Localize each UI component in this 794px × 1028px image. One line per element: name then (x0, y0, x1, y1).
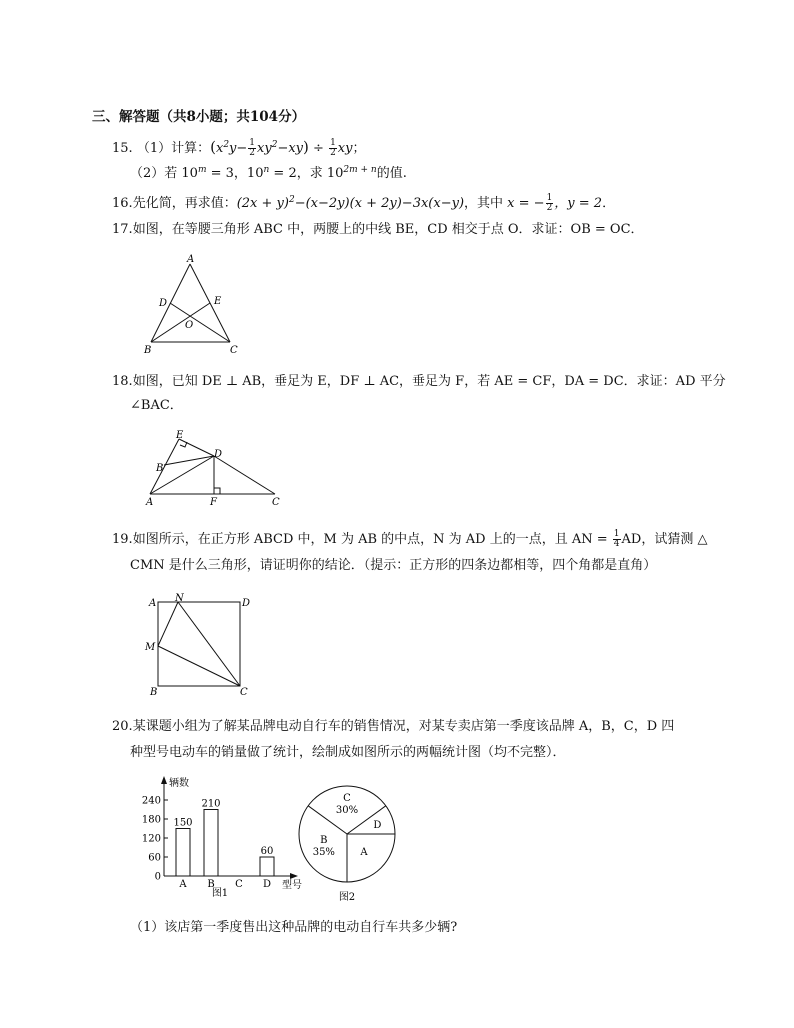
y-tick-label: 0 (154, 871, 161, 883)
question-19-line2: CMN 是什么三角形，请证明你的结论．（提示：正方形的四条边都相等，四个角都是直角） (130, 558, 657, 573)
pie-chart-fig2 (296, 782, 406, 904)
question-15-part1 (112, 138, 366, 158)
category-label-D: D (262, 879, 272, 890)
slice-label-B: B (320, 834, 328, 846)
fraction: $\frac{1}{4}$ (613, 529, 620, 549)
bar-B (204, 810, 218, 877)
question-16: 16.先化简，再求值：$(2x + y)^2-(x-2y)(x + 2y)-3x(x-y)$，其中 x = − $\frac{1}{2}$ ，y = 2． (112, 193, 616, 213)
y-axis-label: 辆数 (169, 778, 189, 789)
question-20-line2: 种型号电动车的销量做了统计，绘制成如图所示的两幅统计图（均不完整）． (130, 745, 566, 760)
point-label-B: B (156, 463, 164, 474)
figure-q17-triangle (140, 252, 250, 358)
question-text: 先化简，再求值： (132, 196, 237, 211)
slice-value-B: 35% (312, 846, 335, 858)
question-text: 如图，在等腰三角形 ABC 中，两腰上的中线 BE，CD 相交于点 O．求证：OB = OC． (132, 222, 644, 237)
bar-D (260, 857, 274, 876)
question-18-line2: ∠BAC． (130, 398, 183, 413)
point-label-A: A (146, 497, 154, 508)
math-expression: $(2x + y)^2-(x-2y)(x + 2y)-3x(x-y)$ (236, 195, 465, 211)
question-15-part2 (130, 165, 407, 183)
point-label-O: O (185, 320, 194, 331)
point-label-C: C (240, 687, 248, 698)
point-label-C: C (230, 345, 238, 356)
question-text: 如图所示，在正方形 ABCD 中，M 为 AB 的中点，N 为 AD 上的一点，且 AN = (132, 532, 612, 547)
question-number: 15. (112, 141, 133, 156)
question-number: 19. (112, 532, 133, 547)
point-label-E: E (176, 430, 184, 441)
y-tick-label: 240 (141, 795, 161, 807)
slice-value-C: 30% (335, 805, 359, 816)
section-title: 三、解答题（共8小题；共104分） (92, 109, 306, 125)
figure-q19-square (144, 592, 254, 698)
question-text: 的值. (376, 166, 407, 181)
chart-title: 图1 (211, 888, 229, 899)
point-label-A: A (149, 598, 157, 609)
slice-label-A: A (360, 846, 368, 858)
data-label-A: 150 (173, 817, 193, 829)
point-label-C: C (272, 497, 280, 508)
math-expression: $^m$ = 3，$10^n = 2$，求 $10^{2m + n}$ (197, 165, 377, 181)
point-label-N: N (175, 593, 184, 604)
question-number: 18. (112, 374, 133, 389)
slice-label-C: C (343, 793, 351, 804)
question-text: AD，试猜测 △ (621, 532, 708, 547)
point-label-E: E (214, 296, 222, 307)
question-text: 某课题小组为了解某品牌电动自行车的销售情况，对某专卖店第一季度该品牌 A，B，C，D 四 (132, 719, 675, 734)
chart-title: 图2 (338, 892, 356, 903)
question-20-line1 (112, 718, 674, 736)
pie-slice-A (359, 847, 368, 858)
point-label-F: F (210, 497, 217, 508)
math-expression: $x^2y-$ $\frac{1}{2}$ $xy^2-xy$ (215, 138, 304, 158)
data-label-B: 210 (201, 798, 221, 810)
category-label-C: C (235, 879, 243, 890)
point-label-D: D (214, 449, 223, 460)
question-17 (112, 221, 644, 239)
y-tick-label: 60 (148, 852, 161, 864)
point-label-A: A (187, 254, 195, 265)
question-number: 20. (112, 719, 133, 734)
question-text: ，其中 (464, 196, 508, 211)
question-number: 17. (112, 222, 133, 237)
y-tick-label: 120 (141, 833, 161, 845)
figure-q18-triangle (140, 428, 290, 510)
point-label-D: D (242, 598, 251, 609)
y-axis-arrow (161, 776, 167, 784)
y-tick-label: 180 (141, 814, 161, 826)
point-label-D: D (159, 298, 168, 309)
point-label-B: B (144, 345, 152, 356)
question-text: 如图，已知 DE ⊥ AB，垂足为 E，DF ⊥ AC，垂足为 F，若 AE = CF，DA = DC．求证：AD 平分 (132, 374, 726, 389)
question-20-sub1: （1）该店第一季度售出这种品牌的电动自行车共多少辆? (130, 920, 458, 935)
x-axis-label: 型号 (282, 880, 302, 891)
math-expression: x = − $\frac{1}{2}$ ，y = 2 (507, 193, 603, 213)
math-expression: ÷ $\frac{1}{2}$ xy； (308, 138, 366, 158)
point-label-M: M (145, 642, 156, 653)
part-label: （2）若 10 (130, 166, 198, 181)
part-label: （1）计算： (136, 141, 211, 156)
math-expression: ( (210, 138, 216, 156)
question-number: 16. (112, 196, 133, 211)
category-label-B: B (207, 879, 215, 890)
slice-label-D: D (373, 820, 382, 832)
point-label-B: B (150, 687, 158, 698)
pie-slice-D (373, 820, 381, 831)
math-expression: ) (303, 138, 309, 156)
bar-A (176, 829, 190, 877)
bar-chart-fig1 (130, 772, 310, 902)
question-19-line1 (112, 530, 707, 549)
category-label-A: A (179, 879, 187, 890)
question-18-line1 (112, 373, 726, 391)
data-label-D: 60 (260, 846, 274, 857)
